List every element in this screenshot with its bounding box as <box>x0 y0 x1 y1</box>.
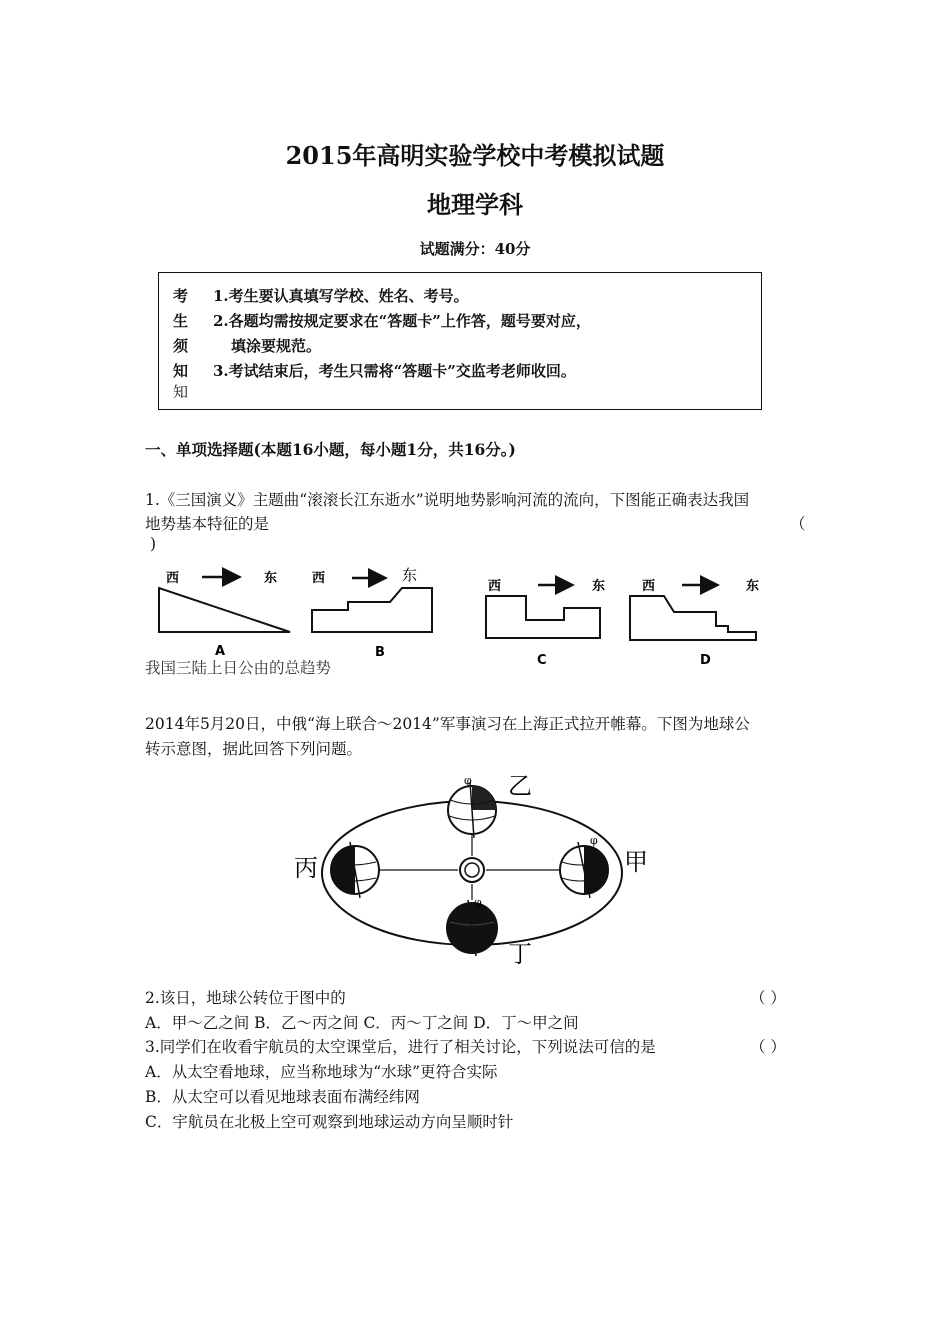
notice-line: 1.考生要认真填写学校、姓名、考号。 <box>213 287 469 305</box>
section-heading: 一、单项选择题(本题16小题，每小题1分，共16分。) <box>145 440 516 459</box>
east-label: 东 <box>746 579 760 594</box>
terrain-profile-b <box>312 588 432 632</box>
option-label-d: D <box>700 653 711 668</box>
west-label: 西 <box>312 571 326 586</box>
earth-position-jia <box>560 834 648 898</box>
label-jia: 甲 <box>624 848 648 876</box>
pole-mark: φ <box>464 774 472 787</box>
exam-notice-box <box>158 272 762 410</box>
notice-line: 2.各题均需按规定要求在“答题卡”上作答，题号要对应， <box>213 312 591 330</box>
sun-inner <box>465 863 479 877</box>
west-label: 西 <box>642 579 656 594</box>
pole-mark: φ <box>590 834 598 847</box>
terrain-profile-d <box>630 596 756 640</box>
q3-answer-paren: （ ） <box>750 1038 786 1056</box>
option-label-a: A <box>215 644 226 659</box>
q3-stem: 3.同学们在收看宇航员的太空课堂后，进行了相关讨论，下列说法可信的是 <box>145 1038 656 1056</box>
exam-title: 2015年高明实验学校中考模拟试题 <box>285 141 665 170</box>
q3-option-b: B．从太空可以看见地球表面布满经纬网 <box>145 1088 420 1106</box>
east-label: 东 <box>592 579 606 594</box>
label-ding: 丁 <box>508 940 532 968</box>
terrain-option-b <box>312 566 432 660</box>
earth-position-ding <box>447 896 532 968</box>
cut-off-text <box>145 658 395 677</box>
east-label: 东 <box>264 571 278 586</box>
notice-line: 3.考试结束后，考生只需将“答题卡”交监考老师收回。 <box>213 362 576 380</box>
notice-side-char: 知 <box>173 362 189 380</box>
terrain-option-c <box>486 578 605 668</box>
terrain-option-a <box>159 570 290 659</box>
earth-night-side <box>472 786 496 810</box>
full-score: 试题满分：40分 <box>419 240 531 258</box>
cut-off-text-content: 我国三陆上日公由的总趋势 <box>145 659 332 677</box>
q2-answer-paren: （ ） <box>750 989 786 1007</box>
q2-stem: 2.该日，地球公转位于图中的 <box>145 989 346 1007</box>
earth-position-bing <box>294 842 379 898</box>
terrain-profile-a <box>159 588 290 632</box>
passage-line2: 转示意图，据此回答下列问题。 <box>145 740 363 758</box>
option-label-b: B <box>375 645 385 660</box>
q1-stem-line1: 1.《三国演义》主题曲“滚滚长江东逝水”说明地势影响河流的流向，下图能正确表达我国 <box>145 491 750 509</box>
pole-mark: φ <box>474 896 482 909</box>
subject-title: 地理学科 <box>427 190 523 219</box>
notice-side-char: 生 <box>173 312 189 330</box>
earth-orbit-diagram <box>290 770 660 970</box>
notice-line: 填涂要规范。 <box>231 337 322 355</box>
q3-option-a: A．从太空看地球，应当称地球为“水球”更符合实际 <box>145 1063 498 1081</box>
q1-paren-close: ) <box>150 535 157 553</box>
notice-side-char: 须 <box>173 337 189 355</box>
label-bing: 丙 <box>294 854 318 882</box>
q1-paren-open: （ <box>790 515 806 533</box>
q1-stem-line2: 地势基本特征的是 <box>145 515 270 533</box>
q3-option-c: C．宇航员在北极上空可观察到地球运动方向呈顺时针 <box>145 1113 514 1131</box>
q2-options: A．甲～乙之间 B．乙～丙之间 C．丙～丁之间 D．丁～甲之间 <box>145 1014 579 1032</box>
east-label: 东 <box>402 566 418 584</box>
passage-line1: 2014年5月20日，中俄“海上联合～2014”军事演习在上海正式拉开帷幕。下图为地球公 <box>145 715 750 733</box>
west-label: 西 <box>488 579 502 594</box>
terrain-option-d <box>630 578 759 668</box>
notice-side-char: 考 <box>173 287 189 305</box>
terrain-profile-c <box>486 596 600 638</box>
label-yi: 乙 <box>508 772 532 800</box>
notice-side-char: 知 <box>173 383 189 401</box>
option-label-c: C <box>537 653 547 668</box>
west-label: 西 <box>166 571 180 586</box>
